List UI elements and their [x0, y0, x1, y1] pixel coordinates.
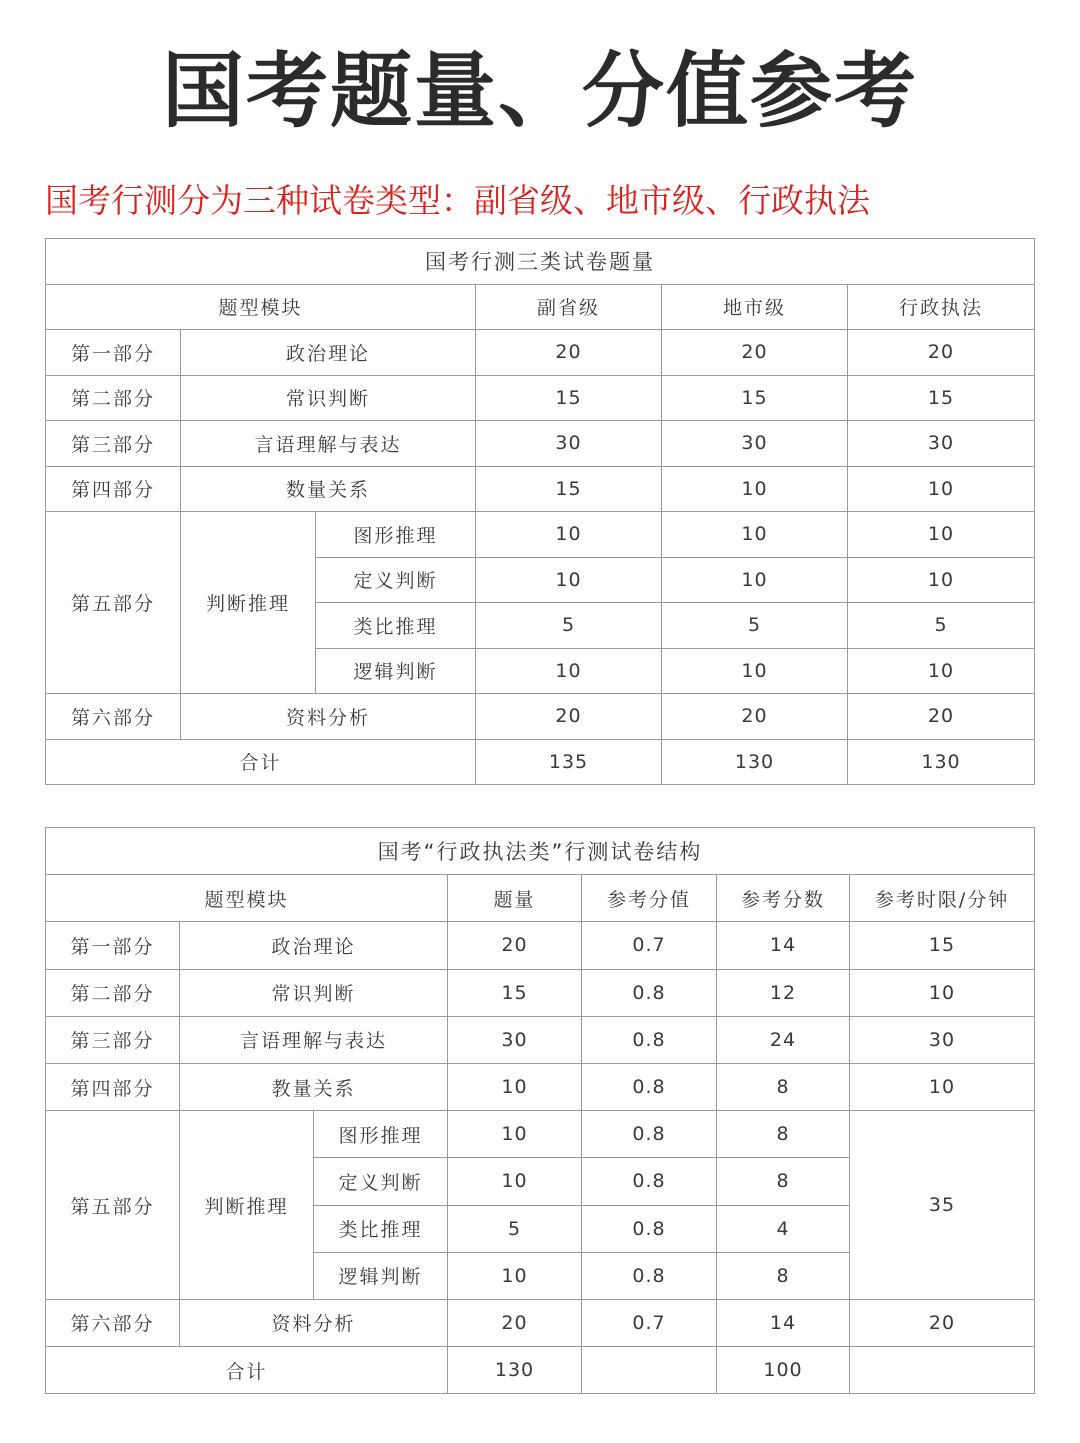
value-cell: 20 [850, 1299, 1035, 1346]
value-cell: 0.8 [582, 1063, 717, 1110]
table-row [46, 375, 1035, 421]
value-cell: 10 [662, 466, 848, 512]
value-cell: 4 [717, 1205, 850, 1252]
header-cell: 参考分数 [717, 875, 850, 922]
total-label: 合计 [46, 1347, 448, 1394]
part-cell: 第四部分 [46, 1063, 180, 1110]
submodule-cell: 逻辑判断 [314, 1252, 448, 1299]
header-cell: 地市级 [662, 284, 848, 330]
header-cell: 题型模块 [46, 284, 476, 330]
value-cell: 0.7 [582, 922, 717, 969]
value-cell: 20 [448, 922, 582, 969]
table-caption-row [46, 828, 1035, 875]
table-caption: 国考行测三类试卷题量 [46, 239, 1035, 285]
part-cell: 第五部分 [46, 512, 181, 694]
value-cell: 20 [848, 330, 1035, 376]
part-cell: 第五部分 [46, 1111, 180, 1300]
table-caption: 国考“行政执法类”行测试卷结构 [46, 828, 1035, 875]
table-row [46, 421, 1035, 467]
page-subtitle: 国考行测分为三种试卷类型：副省级、地市级、行政执法 [45, 181, 870, 220]
value-cell: 15 [448, 969, 582, 1016]
module-cell: 资料分析 [180, 1299, 448, 1346]
table-row [46, 922, 1035, 969]
value-cell: 10 [850, 969, 1035, 1016]
table-row [46, 512, 1035, 558]
module-cell: 数量关系 [181, 466, 476, 512]
value-cell: 14 [717, 1299, 850, 1346]
table-header-row [46, 875, 1035, 922]
value-cell: 10 [662, 648, 848, 694]
total-label: 合计 [46, 739, 476, 785]
value-cell: 10 [476, 648, 662, 694]
value-cell: 8 [717, 1063, 850, 1110]
value-cell: 5 [662, 603, 848, 649]
value-cell: 10 [448, 1252, 582, 1299]
value-cell: 15 [848, 375, 1035, 421]
part-cell: 第六部分 [46, 1299, 180, 1346]
value-cell: 5 [448, 1205, 582, 1252]
value-cell: 10 [662, 557, 848, 603]
part-cell: 第二部分 [46, 969, 180, 1016]
submodule-cell: 定义判断 [314, 1158, 448, 1205]
value-cell: 0.7 [582, 1299, 717, 1346]
total-value: 100 [717, 1347, 850, 1394]
header-cell: 行政执法 [848, 284, 1035, 330]
total-value: 135 [476, 739, 662, 785]
value-cell: 20 [662, 694, 848, 740]
total-value: 130 [448, 1347, 582, 1394]
module-cell: 常识判断 [180, 969, 448, 1016]
module-cell: 判断推理 [180, 1111, 314, 1300]
header-cell: 副省级 [476, 284, 662, 330]
header-cell: 题量 [448, 875, 582, 922]
value-cell: 10 [848, 512, 1035, 558]
submodule-cell: 定义判断 [316, 557, 476, 603]
header-cell: 参考分值 [582, 875, 717, 922]
header-cell: 参考时限/分钟 [850, 875, 1035, 922]
value-cell: 10 [448, 1158, 582, 1205]
value-cell: 10 [848, 557, 1035, 603]
value-cell: 0.8 [582, 1158, 717, 1205]
value-cell: 10 [850, 1063, 1035, 1110]
part-cell: 第三部分 [46, 1016, 180, 1063]
value-cell: 10 [448, 1111, 582, 1158]
value-cell: 20 [448, 1299, 582, 1346]
table-row [46, 969, 1035, 1016]
value-cell: 8 [717, 1111, 850, 1158]
value-cell: 24 [717, 1016, 850, 1063]
value-cell: 8 [717, 1252, 850, 1299]
value-cell: 15 [476, 375, 662, 421]
module-cell: 判断推理 [181, 512, 316, 694]
value-cell: 14 [717, 922, 850, 969]
value-cell: 30 [476, 421, 662, 467]
part-cell: 第一部分 [46, 922, 180, 969]
header-cell: 题型模块 [46, 875, 448, 922]
value-cell: 8 [717, 1158, 850, 1205]
value-cell: 20 [662, 330, 848, 376]
value-cell: 10 [662, 512, 848, 558]
part-cell: 第三部分 [46, 421, 181, 467]
table-total-row [46, 739, 1035, 785]
module-cell: 政治理论 [180, 922, 448, 969]
submodule-cell: 类比推理 [314, 1205, 448, 1252]
module-cell: 政治理论 [181, 330, 476, 376]
value-cell: 0.8 [582, 1111, 717, 1158]
part-cell: 第四部分 [46, 466, 181, 512]
module-cell: 教量关系 [180, 1063, 448, 1110]
table-row [46, 1299, 1035, 1346]
total-value [850, 1347, 1035, 1394]
value-cell: 5 [476, 603, 662, 649]
submodule-cell: 类比推理 [316, 603, 476, 649]
value-cell: 15 [662, 375, 848, 421]
table-row [46, 466, 1035, 512]
exam-structure-table [45, 827, 1035, 1394]
module-cell: 资料分析 [181, 694, 476, 740]
total-value: 130 [662, 739, 848, 785]
value-cell: 30 [662, 421, 848, 467]
value-cell: 30 [448, 1016, 582, 1063]
submodule-cell: 图形推理 [316, 512, 476, 558]
table-total-row [46, 1347, 1035, 1394]
value-cell: 15 [476, 466, 662, 512]
part-cell: 第二部分 [46, 375, 181, 421]
value-cell: 0.8 [582, 969, 717, 1016]
part-cell: 第一部分 [46, 330, 181, 376]
module-cell: 言语理解与表达 [181, 421, 476, 467]
table-row [46, 1016, 1035, 1063]
value-cell: 10 [848, 466, 1035, 512]
value-cell: 30 [850, 1016, 1035, 1063]
table-row [46, 330, 1035, 376]
table-caption-row [46, 239, 1035, 285]
table-row [46, 1063, 1035, 1110]
module-cell: 言语理解与表达 [180, 1016, 448, 1063]
table-row [46, 694, 1035, 740]
value-cell: 0.8 [582, 1205, 717, 1252]
value-cell: 15 [850, 922, 1035, 969]
page-title: 国考题量、分值参考 [161, 44, 918, 139]
value-cell: 20 [848, 694, 1035, 740]
submodule-cell: 图形推理 [314, 1111, 448, 1158]
table-row [46, 1111, 1035, 1158]
value-cell: 10 [476, 512, 662, 558]
value-cell: 0.8 [582, 1252, 717, 1299]
question-count-table [45, 238, 1035, 785]
value-cell: 30 [848, 421, 1035, 467]
table-header-row [46, 284, 1035, 330]
value-cell: 20 [476, 330, 662, 376]
value-cell: 0.8 [582, 1016, 717, 1063]
value-cell: 12 [717, 969, 850, 1016]
module-cell: 常识判断 [181, 375, 476, 421]
value-cell: 10 [448, 1063, 582, 1110]
value-cell: 20 [476, 694, 662, 740]
total-value [582, 1347, 717, 1394]
value-cell: 10 [848, 648, 1035, 694]
value-cell: 5 [848, 603, 1035, 649]
submodule-cell: 逻辑判断 [316, 648, 476, 694]
value-cell: 10 [476, 557, 662, 603]
total-value: 130 [848, 739, 1035, 785]
time-limit-cell: 35 [850, 1111, 1035, 1300]
part-cell: 第六部分 [46, 694, 181, 740]
